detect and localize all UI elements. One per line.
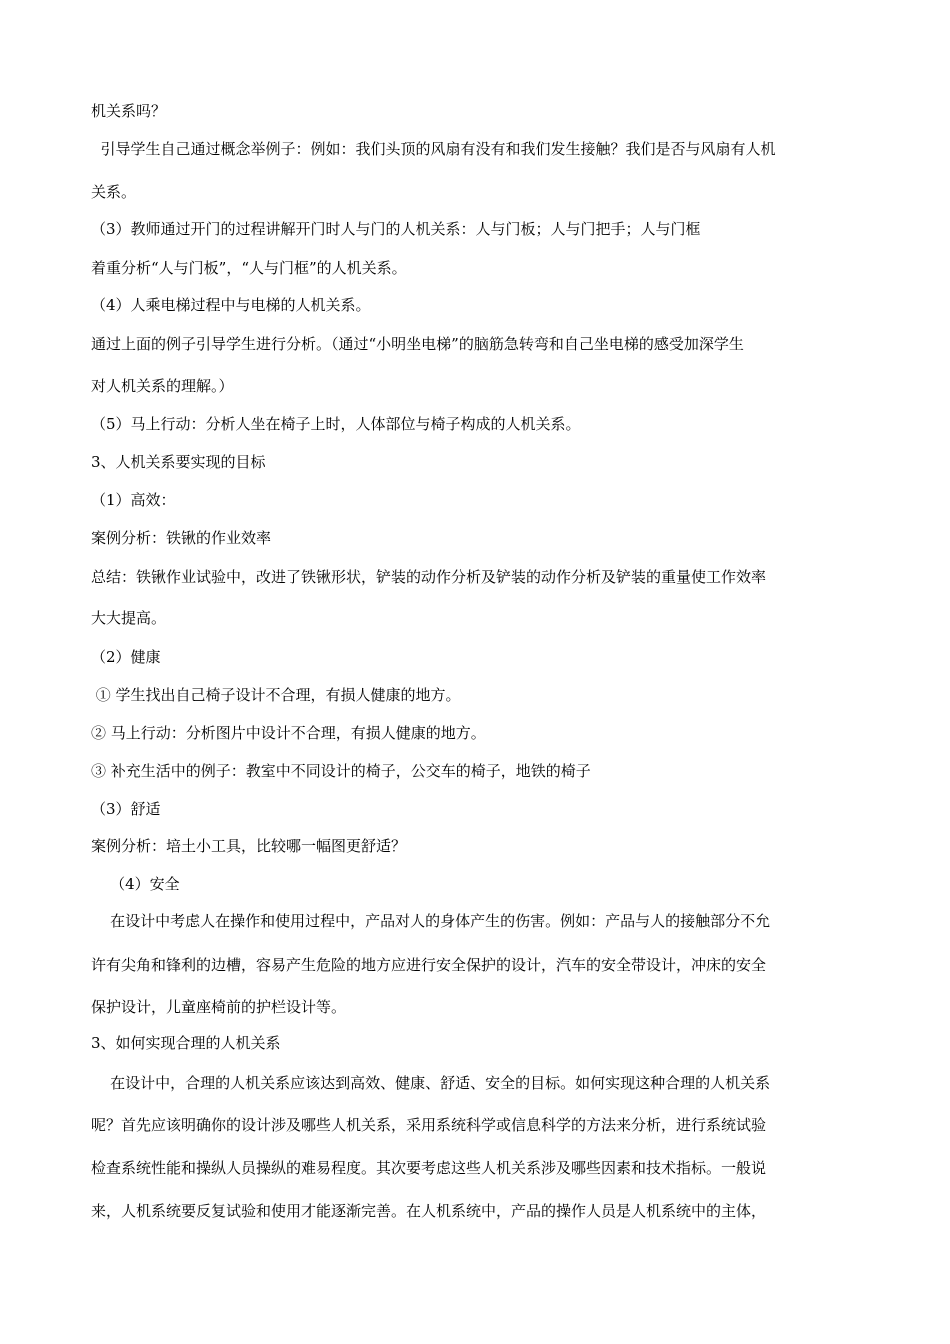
text-line: （3）教师通过开门的过程讲解开门时人与门的人机关系：人与门板；人与门把手；人与门框 [91, 220, 701, 238]
text-line: 引导学生自己通过概念举例子：例如：我们头顶的风扇有没有和我们发生接触？我们是否与风扇有人机 [91, 140, 776, 158]
text-line: ② 马上行动：分析图片中设计不合理，有损人健康的地方。 [91, 724, 486, 742]
text-line: 对人机关系的理解。） [91, 377, 234, 395]
text-line: 通过上面的例子引导学生进行分析。（通过“小明坐电梯”的脑筋急转弯和自己坐电梯的感受加深学生 [91, 335, 744, 353]
text-line: 检查系统性能和操纵人员操纵的难易程度。其次要考虑这些人机关系涉及哪些因素和技术指标。一般说 [91, 1159, 767, 1177]
text-line: 关系。 [91, 183, 137, 201]
text-line: （4）人乘电梯过程中与电梯的人机关系。 [91, 296, 371, 314]
text-line: 在设计中考虑人在操作和使用过程中，产品对人的身体产生的伤害。例如：产品与人的接触部分不允 [91, 912, 771, 930]
text-line: 许有尖角和锋利的边槽，容易产生危险的地方应进行安全保护的设计，汽车的安全带设计，冲床的安全 [91, 956, 767, 974]
text-line: 总结：铁锹作业试验中，改进了铁锹形状，铲装的动作分析及铲装的动作分析及铲装的重量使工作效率 [91, 568, 767, 586]
text-line: （1）高效： [91, 491, 176, 509]
text-line: 在设计中，合理的人机关系应该达到高效、健康、舒适、安全的目标。如何实现这种合理的人机关系 [91, 1074, 771, 1092]
text-line: （4）安全 [91, 875, 180, 893]
text-line: 来，人机系统要反复试验和使用才能逐渐完善。在人机系统中，产品的操作人员是人机系统中的主体， [91, 1202, 767, 1220]
text-line: 着重分析“人与门板”，“人与门框”的人机关系。 [91, 259, 407, 277]
section-heading: 3、人机关系要实现的目标 [91, 453, 266, 471]
text-line: 大大提高。 [91, 609, 167, 627]
text-line: （3）舒适 [91, 800, 161, 818]
text-line: 呢？首先应该明确你的设计涉及哪些人机关系，采用系统科学或信息科学的方法来分析，进行系统试验 [91, 1116, 767, 1134]
text-line: ① 学生找出自己椅子设计不合理，有损人健康的地方。 [91, 686, 461, 704]
text-line: （5）马上行动：分析人坐在椅子上时，人体部位与椅子构成的人机关系。 [91, 415, 581, 433]
section-heading: 3、如何实现合理的人机关系 [91, 1034, 281, 1052]
text-line: （2）健康 [91, 648, 161, 666]
text-line: 案例分析：铁锹的作业效率 [91, 529, 272, 547]
text-line: 保护设计，儿童座椅前的护栏设计等。 [91, 998, 347, 1016]
text-line: 案例分析：培土小工具，比较哪一幅图更舒适？ [91, 837, 407, 855]
text-line: 机关系吗？ [91, 102, 167, 120]
text-line: ③ 补充生活中的例子：教室中不同设计的椅子，公交车的椅子，地铁的椅子 [91, 762, 591, 780]
